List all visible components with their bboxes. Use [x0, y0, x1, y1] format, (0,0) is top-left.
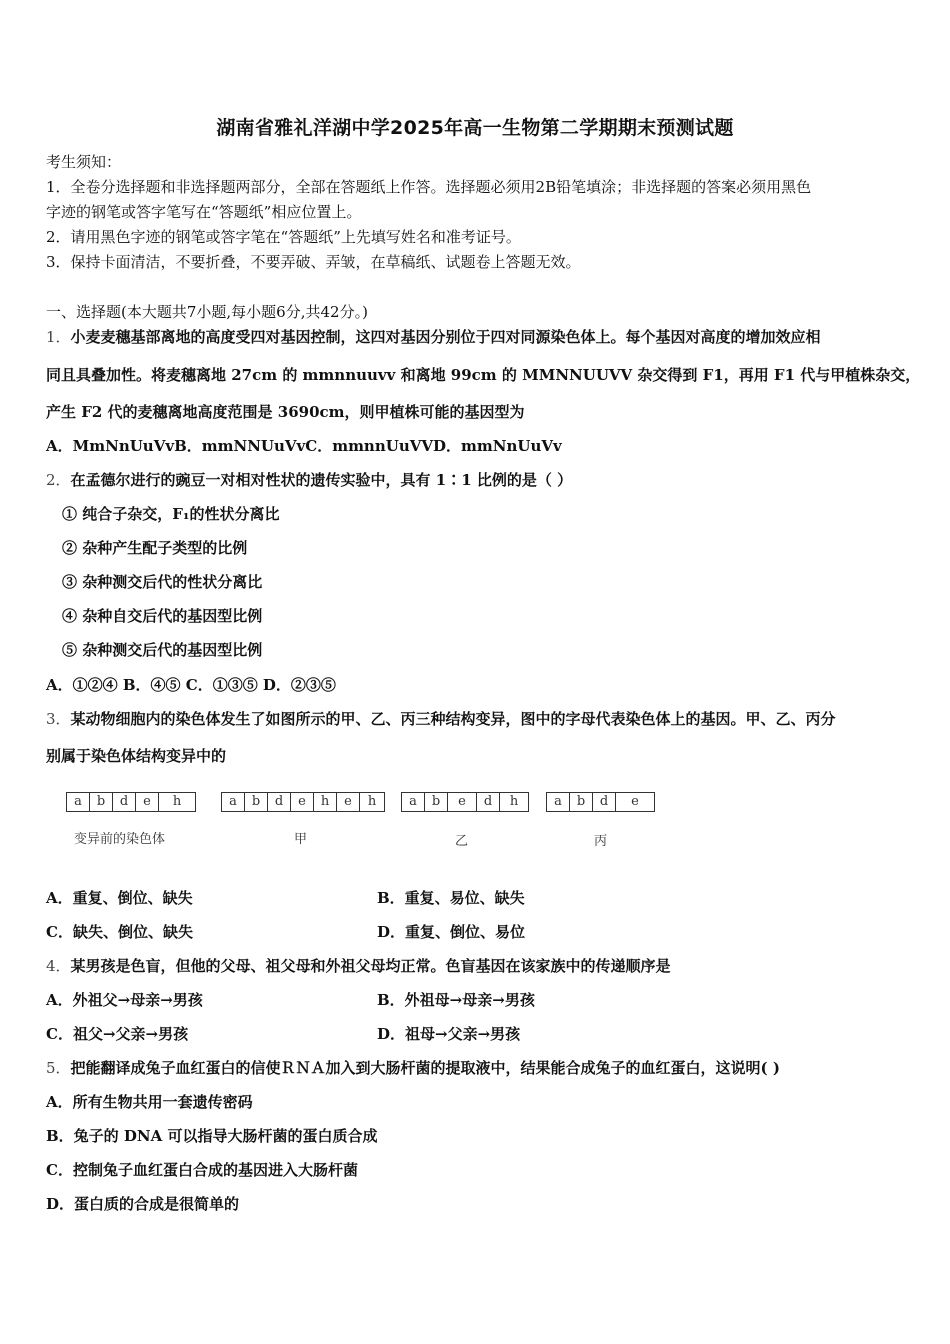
gene: e [291, 793, 314, 811]
question-2 [46, 470, 572, 490]
figure-label-bing: 丙 [594, 834, 608, 849]
chromosome-bing [546, 792, 655, 812]
option-c: C．控制兔子血红蛋白合成的基因进入大肠杆菌 [46, 1161, 358, 1179]
option-b: B．兔子的 DNA 可以指导大肠杆菌的蛋白质合成 [46, 1127, 378, 1145]
answer-options [46, 990, 535, 1010]
list-item: ① 纯合子杂交，F₁的性状分离比 [62, 505, 280, 523]
answer-options [46, 922, 525, 942]
question-text: 小麦麦穗基部离地的高度受四对基因控制，这四对基因分别位于四对同源染色体上。每个基因对高度的增加效应相 [70, 328, 821, 346]
page-title: 湖南省雅礼洋湖中学2025年高一生物第二学期期末预测试题 [216, 117, 734, 139]
gene: h [509, 794, 519, 809]
question-3 [46, 709, 836, 729]
question-text: 同且具叠加性。将麦穗离地 27cm 的 mmnnuuvv 和离地 99cm 的 MMNNUUVV 杂交得到 F1，再用 F1 代与甲植株杂交， [46, 366, 921, 384]
list-item: ④ 杂种自交后代的基因型比例 [62, 607, 263, 625]
question-5 [46, 1058, 780, 1078]
gene: a [547, 793, 570, 811]
gene: h [367, 794, 377, 809]
gene: a [222, 793, 245, 811]
question-number: 3． [46, 710, 71, 728]
figure-label-yi: 乙 [455, 834, 469, 849]
gene: b [245, 793, 268, 811]
question-number: 4． [46, 957, 71, 975]
chromosome-before [66, 792, 196, 812]
question-number: 2． [46, 471, 71, 489]
question-text: 某男孩是色盲，但他的父母、祖父母和外祖父母均正常。色盲基因在该家族中的传递顺序是 [70, 957, 671, 975]
gene: e [448, 793, 477, 811]
question-text: 某动物细胞内的染色体发生了如图所示的甲、乙、丙三种结构变异，图中的字母代表染色体上的基因。甲、乙、丙分 [70, 710, 836, 728]
gene: d [593, 793, 616, 811]
gene: a [402, 793, 425, 811]
chromosome-yi [401, 792, 529, 812]
question-1 [46, 327, 821, 347]
list-item: ⑤ 杂种测交后代的基因型比例 [62, 641, 263, 659]
option-c: C．缺失、倒位、缺失 [46, 923, 193, 941]
gene: e [337, 793, 360, 811]
answer-options [46, 1024, 520, 1044]
question-number: 1． [46, 328, 71, 346]
question-number: 5． [46, 1059, 71, 1077]
option-c: C．祖父→父亲→男孩 [46, 1025, 189, 1043]
answer-options: A．MmNnUuVvB．mmNNUuVvC．mmnnUuVVD．mmNnUuVv [46, 437, 562, 455]
gene: a [67, 793, 90, 811]
option-a: A．外祖父→母亲→男孩 [46, 991, 203, 1009]
figure-label-before: 变异前的染色体 [74, 832, 166, 847]
gene: d [268, 793, 291, 811]
section-heading: 一、选择题(本大题共7小题,每小题6分,共42分。) [46, 303, 368, 321]
gene: d [113, 793, 136, 811]
gene: h [314, 793, 337, 811]
gene: b [570, 793, 593, 811]
answer-options [46, 888, 525, 908]
notice-item: 3．保持卡面清洁，不要折叠，不要弄破、弄皱，在草稿纸、试题卷上答题无效。 [46, 253, 581, 271]
question-text: 在孟德尔进行的豌豆一对相对性状的遗传实验中，具有 1∶1 比例的是（ ） [70, 471, 573, 489]
option-b: B．重复、易位、缺失 [377, 889, 525, 907]
answer-options: A．①②④ B．④⑤ C．①③⑤ D．②③⑤ [46, 676, 336, 694]
option-a: A．所有生物共用一套遗传密码 [46, 1093, 253, 1111]
question-text: 别属于染色体结构变异中的 [46, 747, 227, 765]
figure-label-jia: 甲 [294, 832, 308, 847]
gene: e [631, 794, 639, 809]
gene: e [136, 793, 159, 811]
list-item: ③ 杂种测交后代的性状分离比 [62, 573, 263, 591]
question-text: 产生 F2 代的麦穗离地高度范围是 3690cm，则甲植株可能的基因型为 [46, 403, 525, 421]
option-d: D．祖母→父亲→男孩 [377, 1025, 521, 1043]
option-a: A．重复、倒位、缺失 [46, 889, 193, 907]
notice-heading: 考生须知： [46, 153, 122, 171]
option-d: D．重复、倒位、易位 [377, 923, 526, 941]
list-item: ② 杂种产生配子类型的比例 [62, 539, 248, 557]
question-text: 把能翻译成兔子血红蛋白的信使ＲＮＡ加入到大肠杆菌的提取液中，结果能合成兔子的血红蛋白，这说明( ) [70, 1059, 780, 1077]
gene: d [477, 793, 500, 811]
gene: b [90, 793, 113, 811]
gene: h [172, 794, 182, 809]
option-b: B．外祖母→母亲→男孩 [377, 991, 535, 1009]
gene: b [425, 793, 448, 811]
notice-item: 2．请用黑色字迹的钢笔或答字笔在“答题纸”上先填写姓名和准考证号。 [46, 228, 521, 246]
option-d: D．蛋白质的合成是很简单的 [46, 1195, 240, 1213]
chromosome-jia [221, 792, 385, 812]
question-4 [46, 956, 671, 976]
notice-item: 1．全卷分选择题和非选择题两部分，全部在答题纸上作答。选择题必须用2B铅笔填涂；非选择题的答案必须用黑色 [46, 178, 812, 196]
notice-item: 字迹的钢笔或答字笔写在“答题纸”相应位置上。 [46, 203, 362, 221]
